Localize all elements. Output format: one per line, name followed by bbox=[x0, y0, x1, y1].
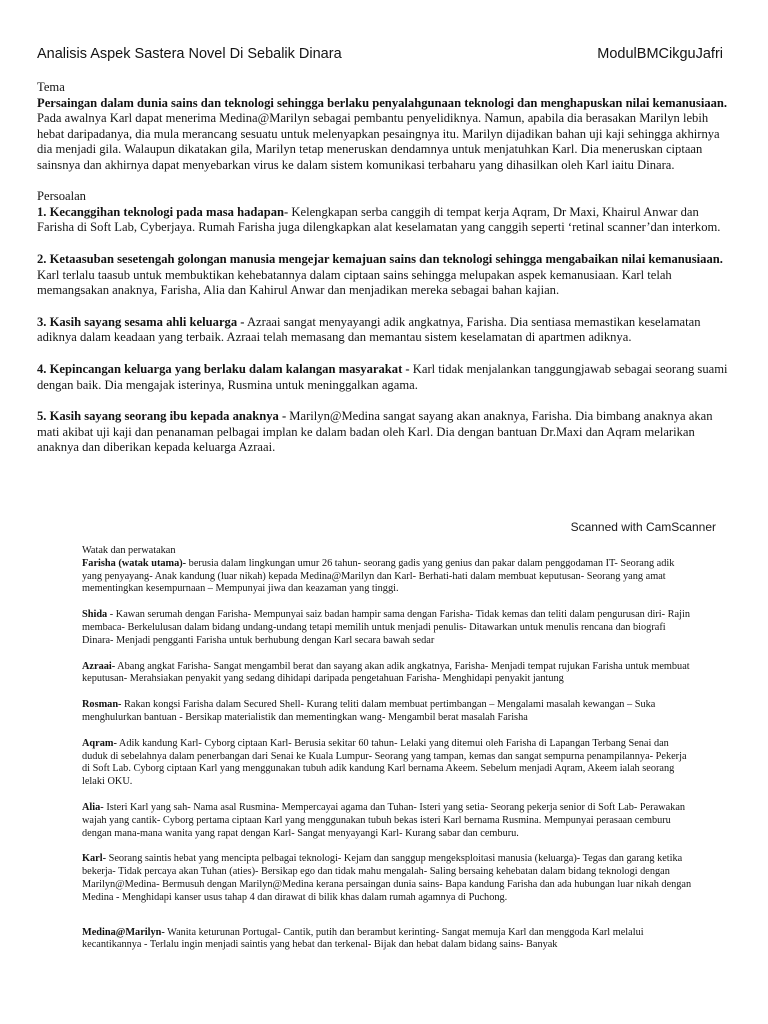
persoalan-item-text: Azraai sangat menyayangi adik angkatnya, Farisha. Dia sentiasa memastikan keselamatan adiknya dalam keadaan yang terbaik. Azraai telah memasang dan memantau sistem keselamatan di apartmen adiknya. bbox=[37, 314, 701, 345]
watak-desc: - Kawan serumah dengan Farisha- Mempunyai saiz badan hampir sama dengan Farisha- Tidak kemas dan teliti dalam pengurusan diri- Rajin membaca- Berkelulusan dalam bidang undang-undang tetapi memilih untuk menjadi penulis- Ditawarkan untuk menulis rencana dan biografi Dinara- Menjadi pengganti Farisha untuk berhubung dengan Karl secara bawah sedar bbox=[82, 609, 690, 646]
persoalan-item-title: 5. Kasih sayang seorang ibu kepada anaknya - bbox=[37, 409, 287, 424]
persoalan-item-text: Karl tidak menjalankan tanggungjawab sebagai seorang suami dengan baik. Dia mengajak isterinya, Rusmina untuk meninggalkan agama. bbox=[37, 361, 728, 392]
tema-block bbox=[37, 80, 737, 174]
document-source: ModulBMCikguJafri bbox=[597, 46, 723, 62]
watak-name: Azraai- bbox=[82, 660, 116, 672]
persoalan-item-title: 1. Kecanggihan teknologi pada masa hadapan- bbox=[37, 204, 289, 219]
watak-item bbox=[82, 927, 694, 953]
watak-item bbox=[82, 699, 694, 725]
persoalan-item bbox=[37, 252, 737, 299]
watak-desc: Abang angkat Farisha- Sangat mengambil berat dan sayang akan adik angkatnya, Farisha- Menjadi tempat rujukan Farisha untuk membuat keputusan- Merahsiakan penyakit yang sedang dihidapi daripada pengetahuan Farisha- Menghidapi penyakit jantung bbox=[82, 660, 690, 685]
watak-section bbox=[82, 545, 694, 952]
persoalan-item-title: 4. Kepincangan keluarga yang berlaku dalam kalangan masyarakat - bbox=[37, 361, 410, 376]
persoalan-item-text: Kelengkapan serba canggih di tempat kerja Aqram, Dr Maxi, Khairul Anwar dan Farisha di Soft Lab, Cyberjaya. Rumah Farisha juga dilengkapkan alat keselamatan yang canggih seperti ‘retinal scanner’dan interkom. bbox=[37, 204, 721, 235]
persoalan-item-title: 3. Kasih sayang sesama ahli keluarga - bbox=[37, 314, 245, 329]
scanner-watermark: Scanned with CamScanner bbox=[570, 520, 716, 534]
persoalan-block bbox=[37, 189, 737, 456]
watak-desc: Adik kandung Karl- Cyborg ciptaan Karl- Berusia sekitar 60 tahun- Lelaki yang ditemui oleh Farisha di Lapangan Terbang Senai dan duduk di sebelahnya dalam penerbangan dari Senai ke Kuala Lumpur- Seorang yang tampan, kemas dan sangat sempurna penampilannya- Pekerja di Soft Lab. Cyborg ciptaan Karl yang menggunakan tubuh adik kandung Karl bernama Akeem. Sebelum menjadi Aqram, Akeem ialah seorang lelaki OKU. bbox=[82, 737, 687, 788]
watak-item bbox=[82, 609, 694, 647]
persoalan-item bbox=[37, 409, 737, 456]
persoalan-item-text: Marilyn@Medina sangat sayang akan anaknya, Farisha. Dia bimbang anaknya akan mati akibat uji kaji dan penanaman pelbagai implan ke dalam badan oleh Karl. Dia dengan bantuan Dr.Maxi dan Aqram melarikan anaknya dan diberikan kepada keluarga Azraai. bbox=[37, 409, 713, 455]
watak-item bbox=[82, 802, 694, 840]
watak-item bbox=[82, 661, 694, 687]
upper-section bbox=[37, 80, 737, 456]
watak-name: Alia- bbox=[82, 801, 104, 813]
watak-name: Karl- bbox=[82, 853, 107, 865]
watak-item bbox=[82, 558, 694, 596]
persoalan-item bbox=[37, 362, 737, 393]
watak-desc: Wanita keturunan Portugal- Cantik, putih dan berambut kerinting- Sangat memuja Karl dan menggoda Karl melalui kecantikannya - Terlalu ingin menjadi saintis yang hebat dan terkenal- Bijak dan hebat dalam bidang sains- Banyak bbox=[82, 926, 644, 951]
watak-name: Rosman- bbox=[82, 699, 122, 711]
watak-item bbox=[82, 853, 694, 904]
watak-name: Shida bbox=[82, 609, 108, 621]
watak-heading: Watak dan perwatakan bbox=[82, 545, 176, 556]
watak-desc: berusia dalam lingkungan umur 26 tahun- seorang gadis yang genius dan pakar dalam penggodaman IT- Seorang adik yang penyayang- Anak kandung (luar nikah) kepada Medina@Marilyn dan Karl- Berhati-hati dalam membuat keputusan- Seorang yang amat mementingkan kesempurnaan – Mempunyai jiwa dan keazaman yang tinggi. bbox=[82, 557, 675, 595]
watak-desc: Rakan kongsi Farisha dalam Secured Shell- Kurang teliti dalam membuat pertimbangan – Mengalami masalah kewangan – Suka menghulurkan bantuan - Bersikap materialistik dan mementingkan wang- Mengambil berat masalah Farisha bbox=[82, 699, 656, 723]
watak-name: Farisha (watak utama)- bbox=[82, 557, 187, 569]
watak-name: Aqram- bbox=[82, 737, 117, 749]
persoalan-item-text: Karl terlalu taasub untuk membuktikan kehebatannya dalam ciptaan sains sehingga melupakan aspek kemanusiaan. Karl telah memangsakan anaknya, Farisha, Alia dan Kahirul Anwar dan menjadikan mereka sebagai bahan kajian. bbox=[37, 267, 672, 298]
persoalan-item-title: 2. Ketaasuban sesetengah golongan manusia mengejar kemajuan sains dan teknologi sehingga mengabaikan nilai kemanusiaan. bbox=[37, 251, 723, 266]
watak-desc: Isteri Karl yang sah- Nama asal Rusmina- Mempercayai agama dan Tuhan- Isteri yang setia- Seorang pekerja senior di Soft Lab- Perawakan wajah yang cantik- Cyborg pertama ciptaan Karl yang menggunakan tubuh bekas isteri Karl bernama Rusmina. Mempunyai perasaan cemburu dengan mana-mana wanita yang rapat dengan Karl- Sangat menyayangi Karl- Kurang sabar dan cemburu. bbox=[82, 801, 686, 839]
tema-statement-text: Persaingan dalam dunia sains dan teknologi sehingga berlaku penyalahgunaan teknologi dan menghapuskan nilai kemanusiaan. bbox=[37, 95, 728, 110]
watak-desc: Seorang saintis hebat yang mencipta pelbagai teknologi- Kejam dan sanggup mengeksploitasi manusia (keluarga)- Tegas dan garang ketika bekerja- Tidak percaya akan Tuhan (aties)- Bersikap ego dan tidak mahu mengalah- Saling bersaing kehebatan dalam bidang teknologi dengan Marilyn@Medina- Bermusuh dengan Marilyn@Medina kerana persaingan dunia sains- Bapa kandung Farisha dan ada hubungan luar nikah dengan Medina - Menghidapi kanser usus tahap 4 dan dirawat di bilik khas dalam rumah agamnya di Puchong. bbox=[82, 853, 692, 903]
tema-body: Pada awalnya Karl dapat menerima Medina@Marilyn sebagai pembantu penyelidiknya. Namun, apabila dia berasakan Marilyn lebih hebat daripadanya, dia mula merancang sesuatu untuk melenyapkan pesaingnya itu. Marilyn dijadikan bahan uji kaji sehingga akhirnya dia menjadi gila. Walaupun dikatakan gila, Marilyn tetap meneruskan dendamnya untuk menjatuhkan Karl. Dia meneruskan ciptaan sainsnya dan akhirnya dapat menyebarkan virus ke dalam sistem komunikasi terbaharu yang dihasilkan oleh Karl iaitu Dinara. bbox=[37, 111, 720, 172]
watak-item bbox=[82, 738, 694, 789]
persoalan-heading: Persoalan bbox=[37, 189, 86, 204]
tema-heading: Tema bbox=[37, 80, 65, 94]
tema-statement bbox=[37, 96, 737, 112]
persoalan-item bbox=[37, 315, 737, 346]
persoalan-item bbox=[37, 205, 737, 236]
document-title: Analisis Aspek Sastera Novel Di Sebalik Dinara bbox=[37, 46, 342, 62]
watak-name: Medina@Marilyn- bbox=[82, 926, 165, 938]
page-header bbox=[37, 46, 723, 66]
